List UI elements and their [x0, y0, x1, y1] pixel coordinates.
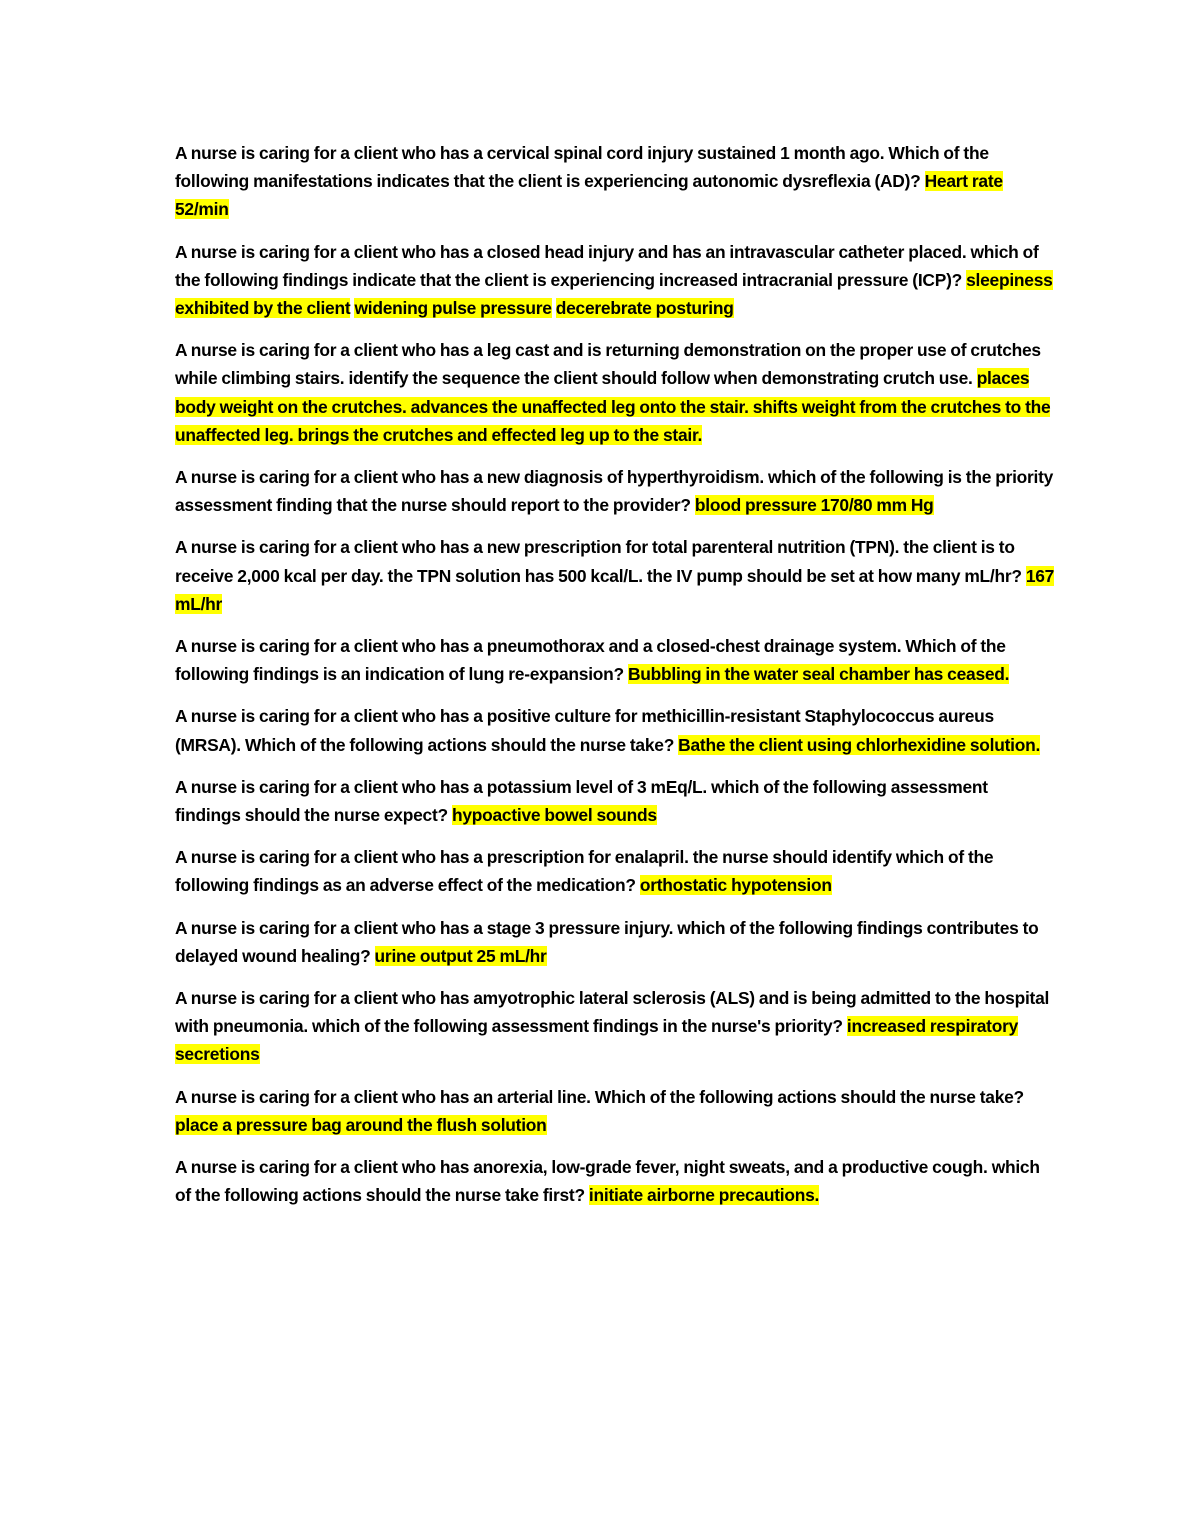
- highlighted-answer: Bathe the client using chlorhexidine solution.: [678, 734, 1041, 755]
- qa-item-11: [175, 984, 1055, 1069]
- highlighted-answer: orthostatic hypotension: [639, 875, 832, 896]
- qa-item-4: [175, 463, 1055, 519]
- question-text: A nurse is caring for a client who has a leg cast and is returning demonstration on the proper use of crutches while climbing stairs. identify the sequence the client should follow when demonstrating crutch use.: [175, 340, 1041, 389]
- qa-item-3: [175, 336, 1055, 449]
- question-text: A nurse is caring for a client who has a stage 3 pressure injury. which of the following findings contributes to delayed wound healing?: [175, 917, 1039, 966]
- question-text: A nurse is caring for a client who has a new prescription for total parenteral nutrition (TPN). the client is to receive 2,000 kcal per day. the TPN solution has 500 kcal/L. the IV pump should be set at how many mL/hr?: [175, 537, 1022, 586]
- question-text: A nurse is caring for a client who has amyotrophic lateral sclerosis (ALS) and is being admitted to the hospital with pneumonia. which of the following assessment findings in the nurse's priority?: [175, 988, 1050, 1037]
- qa-item-13: [175, 1153, 1055, 1209]
- highlighted-answer: 167 mL/hr: [175, 565, 1055, 614]
- question-text: A nurse is caring for a client who has a closed head injury and has an intravascular catheter placed. which of the following findings indicate that the client is experiencing increased intracranial pressure (ICP)?: [175, 241, 1039, 290]
- highlighted-answer: decerebrate posturing: [555, 298, 734, 319]
- highlighted-answer: sleepiness exhibited by the client: [175, 269, 1053, 319]
- document-page: [175, 139, 1055, 1224]
- highlighted-answer: Bubbling in the water seal chamber has ceased.: [628, 664, 1010, 685]
- question-text: A nurse is caring for a client who has a prescription for enalapril. the nurse should identify which of the following findings as an adverse effect of the medication?: [175, 847, 994, 896]
- qa-item-12: [175, 1083, 1055, 1139]
- question-text: A nurse is caring for a client who has a new diagnosis of hyperthyroidism. which of the following is the priority assessment finding that the nurse should report to the provider?: [175, 467, 1054, 516]
- qa-item-5: [175, 533, 1055, 618]
- qa-item-8: [175, 773, 1055, 829]
- highlighted-answer: widening pulse pressure: [354, 298, 552, 319]
- qa-item-7: [175, 702, 1055, 758]
- question-text: A nurse is caring for a client who has a pneumothorax and a closed-chest drainage system. Which of the following findings is an indication of lung re-expansion?: [175, 636, 1006, 685]
- qa-item-9: [175, 843, 1055, 899]
- qa-item-2: [175, 238, 1055, 323]
- qa-item-6: [175, 632, 1055, 688]
- highlighted-answer: places body weight on the crutches. advances the unaffected leg onto the stair. shifts weight from the crutches to the unaffected leg. brings the crutches and effected leg up to the stair.: [175, 368, 1051, 445]
- highlighted-answer: hypoactive bowel sounds: [451, 805, 657, 826]
- qa-item-10: [175, 914, 1055, 970]
- highlighted-answer: place a pressure bag around the flush solution: [175, 1114, 547, 1135]
- highlighted-answer: increased respiratory secretions: [175, 1016, 1019, 1065]
- highlighted-answer: initiate airborne precautions.: [588, 1185, 820, 1206]
- question-text: A nurse is caring for a client who has a potassium level of 3 mEq/L. which of the following assessment findings should the nurse expect?: [175, 776, 988, 826]
- question-text: A nurse is caring for a client who has an arterial line. Which of the following actions should the nurse take?: [175, 1086, 1024, 1107]
- question-text: A nurse is caring for a client who has a cervical spinal cord injury sustained 1 month ago. Which of the following manifestations indicates that the client is experiencing autonomic dysreflexia (AD)?: [175, 143, 989, 192]
- highlighted-answer: urine output 25 mL/hr: [374, 945, 547, 966]
- qa-item-1: [175, 139, 1055, 224]
- highlighted-answer: Heart rate 52/min: [175, 171, 1003, 220]
- question-text: A nurse is caring for a client who has a positive culture for methicillin-resistant Staphylococcus aureus (MRSA). Which of the following actions should the nurse take?: [175, 706, 994, 755]
- question-text: A nurse is caring for a client who has anorexia, low-grade fever, night sweats, and a productive cough. which of the following actions should the nurse take first?: [175, 1157, 1040, 1206]
- highlighted-answer: blood pressure 170/80 mm Hg: [694, 495, 934, 516]
